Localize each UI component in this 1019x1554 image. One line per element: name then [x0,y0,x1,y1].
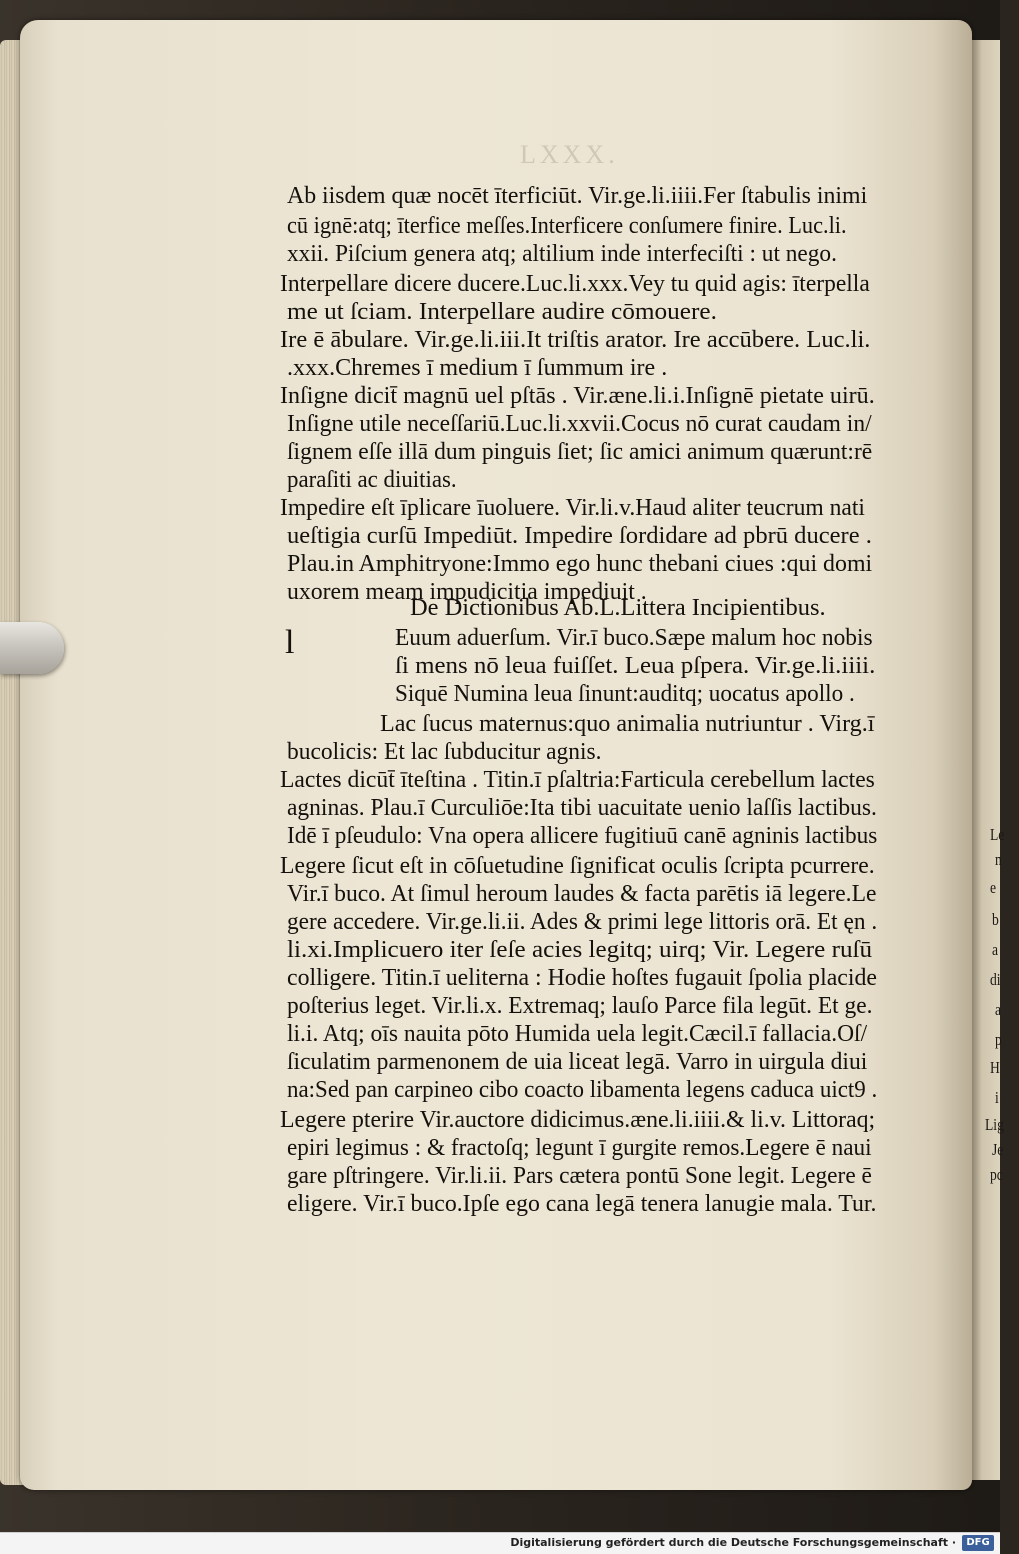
facing-page-fragment: a [992,940,999,959]
text-line: agninas. Plau.ī Curculiōe:Ita tibi uacuitate uenio laſſis lactibus. [287,794,877,821]
text-line: Euum aduerſum. Vir.ī buco.Sæpe malum hoc nobis [395,624,873,651]
facing-page-fragment: di [990,970,1001,989]
text-line: Inſigne utile neceſſariū.Luc.li.xxvii.Cocus nō curat caudam in/ [287,410,872,437]
facing-page-fragment: Je [992,1140,1004,1159]
text-line: xxii. Piſcium genera atq; altilium inde interfeciſti : ut nego. [287,240,837,267]
text-line: eligere. Vir.ī buco.Ipſe ego cana legā tenera lanugie mala. Tur. [287,1190,877,1217]
text-line: Impedire eſt īplicare īuoluere. Vir.li.v.Haud aliter teucrum nati [280,494,865,521]
text-line: epiri legimus : & fractoſq; legunt ī gurgite remos.Legere ē naui [287,1134,872,1161]
facing-page-fragment: e [990,878,997,897]
text-line: na:Sed pan carpineo cibo coacto libamenta legens caduca uict9 . [287,1076,878,1103]
dfg-logo: DFG [962,1535,994,1551]
facing-page-fragment: b [992,910,999,929]
footer-bar [0,1532,1000,1554]
text-line: poſterius leget. Vir.li.x. Extremaq; lauſo Parce fila legūt. Et ge. [287,992,873,1019]
text-line: ſi mens nō leua fuiſſet. Leua pſpera. Vir.ge.li.iiii. [395,652,876,679]
facing-page-fragment: a [995,1000,1002,1019]
text-line: Idē ī pſeudulo: Vna opera allicere fugitiuū canē agninis lactibus [287,822,878,849]
text-line: Interpellare dicere ducere.Luc.li.xxx.Vey tu quid agis: īterpella [280,270,870,297]
text-line: Legere pterire Vir.auctore didicimus.æne.li.iiii.& li.v. Littoraq; [280,1106,876,1133]
section-heading: De Dictionibus Ab.L.Littera Incipientibus. [410,594,826,621]
text-line: Lac ſucus maternus:quo animalia nutriuntur . Virg.ī [380,710,875,737]
page-clamp [0,622,64,674]
text-line: .xxx.Chremes ī medium ī ſummum ire . [287,354,668,381]
text-line: ſignem eſſe illā dum pinguis ſiet; ſic amici animum quærunt:rē [287,438,873,465]
text-line: Inſigne dicit̄ magnū uel pſtās . Vir.æne.li.i.Inſignē pietate uirū. [280,382,875,409]
initial-letter: l [285,624,295,661]
text-line: Ire ē ābulare. Vir.ge.li.iii.It triſtis arator. Ire accūbere. Luc.li. [280,326,871,353]
show-through-page-number: LXXX. [520,140,619,169]
text-line: Plau.in Amphitryone:Immo ego hunc thebani ciues :qui domi [287,550,873,577]
text-line: gere accedere. Vir.ge.li.ii. Ades & primi lege littoris orā. Et ęn . [287,908,878,935]
text-line: Lactes dicūt̄ īteſtina . Titin.ī pſaltria:Farticula cerebellum lactes [280,766,875,793]
text-line: me ut ſciam. Interpellare audire cōmouere. [287,298,717,325]
facing-page-fragment: Lig [985,1115,1004,1134]
text-line: colligere. Titin.ī ueliterna : Hodie hoſtes fugauit ſpolia placide [287,964,877,991]
facing-page-fragment: H [990,1058,1000,1077]
text-line: li.i. Atq; oīs nauita pōto Humida uela legit.Cæcil.ī fallacia.Oſ/ [287,1020,868,1047]
facing-page-edge [972,40,1000,1480]
text-line: gare pſtringere. Vir.li.ii. Pars cætera pontū Sone legit. Legere ē [287,1162,872,1189]
text-line: li.xi.Implicuero iter ſeſe acies legitq; uirq; Vir. Legere ruſū [287,936,873,963]
text-line: Ab iisdem quæ nocēt īterficiūt. Vir.ge.li.iiii.Fer ſtabulis inimi [287,182,868,209]
text-line: paraſiti ac diuitias. [287,466,457,493]
text-line: cū ignē:atq; īterfice meſſes.Interficere conſumere finire. Luc.li. [287,212,847,239]
facing-page-fragment: pc [990,1165,1003,1184]
text-line: ſiculatim parmenonem de uia liceat legā. Varro in uirgula diui [287,1048,868,1075]
text-line: Siquē Numina leua ſinunt:auditq; uocatus apollo . [395,680,855,707]
footer-credit: Digitalisierung gefördert durch die Deutsche Forschungsgemeinschaft · [510,1536,956,1549]
text-line: Vir.ī buco. At ſimul heroum laudes & facta parētis iā legere.Le [287,880,877,907]
text-line: bucolicis: Et lac ſubducitur agnis. [287,738,602,765]
text-line: uxorem meam impudicitia impediuit . [287,578,647,605]
facing-page-fragment: Le [990,825,1005,844]
facing-page-fragment: n [995,850,1002,869]
text-line: Legere ſicut eſt in cōſuetudine ſignificat oculis ſcripta pcurrere. [280,852,875,879]
facing-page-fragment: i [995,1088,999,1107]
text-line: ueſtigia curſū Impediūt. Impedire ſordidare ad pbrū ducere . [287,522,872,549]
facing-page-fragment: p [995,1030,1002,1049]
